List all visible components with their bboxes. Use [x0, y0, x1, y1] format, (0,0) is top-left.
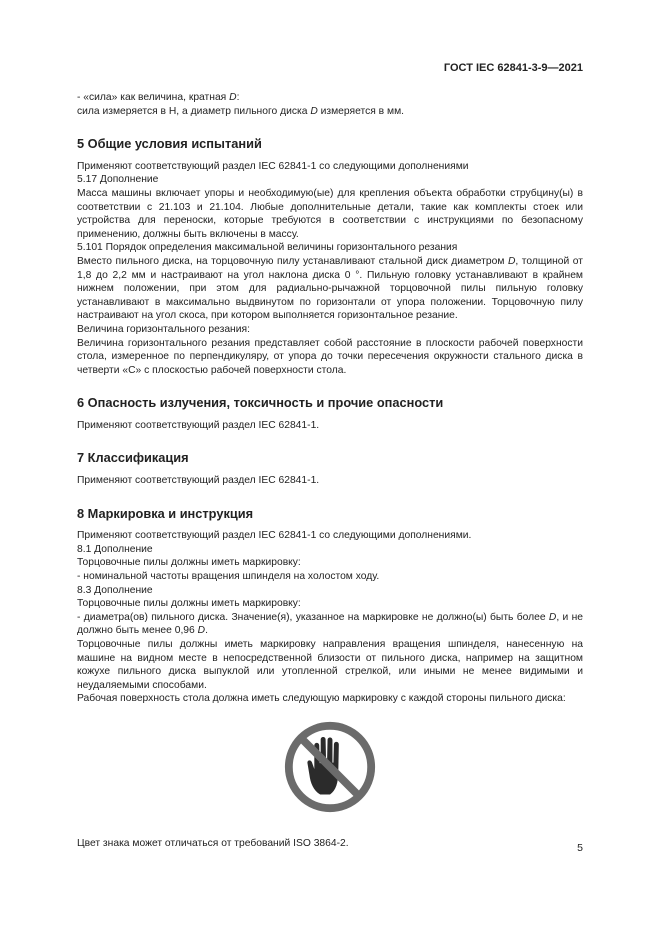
section-5-p5-var: D [507, 255, 516, 267]
no-hand-prohibition-icon [281, 718, 379, 816]
intro-line-1 [77, 91, 583, 105]
section-8-p1: Применяют соответствующий раздел IEC 62841-1 со следующими дополнениями. [77, 530, 472, 542]
section-8-p7 [77, 611, 583, 638]
intro-line-1-text: - «сила» как величина, кратная [77, 92, 230, 103]
intro-line-2-end: измеряется в мм. [317, 105, 405, 117]
intro-var: D [229, 92, 237, 103]
section-5-p5-text-a: Вместо пильного диска, на торцовочную пилу устанавливают стальной диск диаметром [77, 255, 508, 267]
section-8-p5: 8.3 Дополнение [77, 584, 153, 596]
section-8-p9: Рабочая поверхность стола должна иметь следующую маркировку с каждой стороны пильного диска: [77, 693, 566, 705]
section-5-p3: Масса машины включает упоры и необходимую(ые) для крепления объекта обработки струбцину(ы) в соответствии с 21.103 и 21.104. Любые дополнительные детали, такие как комплекты стоек или устройства для переноски, которые требуются в соответствии с инструкциями по безопасному применению, должны быть включены в массу. [77, 187, 583, 240]
section-6-p1: Применяют соответствующий раздел IEC 62841-1. [77, 419, 320, 431]
section-5-p1: Применяют соответствующий раздел IEC 62841-1 со следующими дополнениями [77, 160, 469, 172]
section-5-p2: 5.17 Дополнение [77, 174, 159, 186]
intro-line-1-end: : [236, 92, 240, 103]
section-8-p7-var1: D [548, 611, 557, 623]
section-6-title: 6 Опасность излучения, токсичность и прочие опасности [77, 395, 444, 411]
intro-line-2-text: сила измеряется в Н, а диаметр пильного диска [77, 105, 311, 117]
sign-container [77, 718, 583, 814]
section-8-p7-text-b: , и не должно быть менее 0,96 [77, 611, 583, 637]
section-8-p4: - номинальной частоты вращения шпинделя на холостом ходу. [77, 571, 380, 583]
section-8-p6: Торцовочные пилы должны иметь маркировку: [77, 598, 301, 610]
section-7-title: 7 Классификация [77, 450, 189, 466]
section-5-title: 5 Общие условия испытаний [77, 136, 262, 152]
section-8-title: 8 Маркировка и инструкция [77, 505, 254, 521]
intro-line-2-var: D [310, 105, 318, 117]
section-5-p5-text-b: , толщиной от 1,8 до 2,2 мм и настраивают на угол наклона диска 0 °. Пильную головку устанавливают в крайнем нижнем положении, при этом для радиально-рычажной торцовочной пилы пильную головку устанавливают в максимально выдвинутом по горизонтали от упора положении. Торцовочную пилу настраивают на угол скоса, при котором выполняется горизонтальное резание. [77, 255, 583, 322]
section-5-p6: Величина горизонтального резания: [77, 323, 250, 335]
page-number: 5 [577, 842, 583, 854]
section-8-p8: Торцовочные пилы должны иметь маркировку направления вращения шпинделя, нанесенную на машине на видном месте в непосредственной близости от пильного диска, например на защитном кожухе пильного диска выпуклой или утопленной стрелкой, или иными не менее видимыми и неудаляемыми способами. [77, 639, 583, 691]
document-code: ГОСТ IEC 62841-3-9—2021 [443, 62, 583, 74]
section-5-p7: Величина горизонтального резания представляет собой расстояние в плоскости рабочей поверхности стола, измеренное по перпендикуляру, от упора до точки пересечения окружности стального диска в четверти «С» с плоскостью рабочей поверхности стола. [77, 337, 583, 376]
section-8-p7-var2: D [197, 625, 206, 637]
section-5-p5 [77, 255, 583, 323]
section-8-p7-text-a: - диаметра(ов) пильного диска. Значение(я), указанное на маркировке не должно(ы) быть более [77, 611, 549, 623]
section-8-p10: Цвет знака может отличаться от требований ISO 3864-2. [77, 837, 349, 849]
section-5-p4: 5.101 Порядок определения максимальной величины горизонтального резания [77, 242, 458, 254]
document-body [77, 91, 583, 851]
section-7-p1: Применяют соответствующий раздел IEC 62841-1. [77, 475, 320, 487]
intro-line-2 [77, 105, 583, 119]
section-8-p7-text-c: . [205, 625, 208, 637]
section-8-p3: Торцовочные пилы должны иметь маркировку: [77, 557, 301, 569]
section-8-p2: 8.1 Дополнение [77, 543, 153, 555]
